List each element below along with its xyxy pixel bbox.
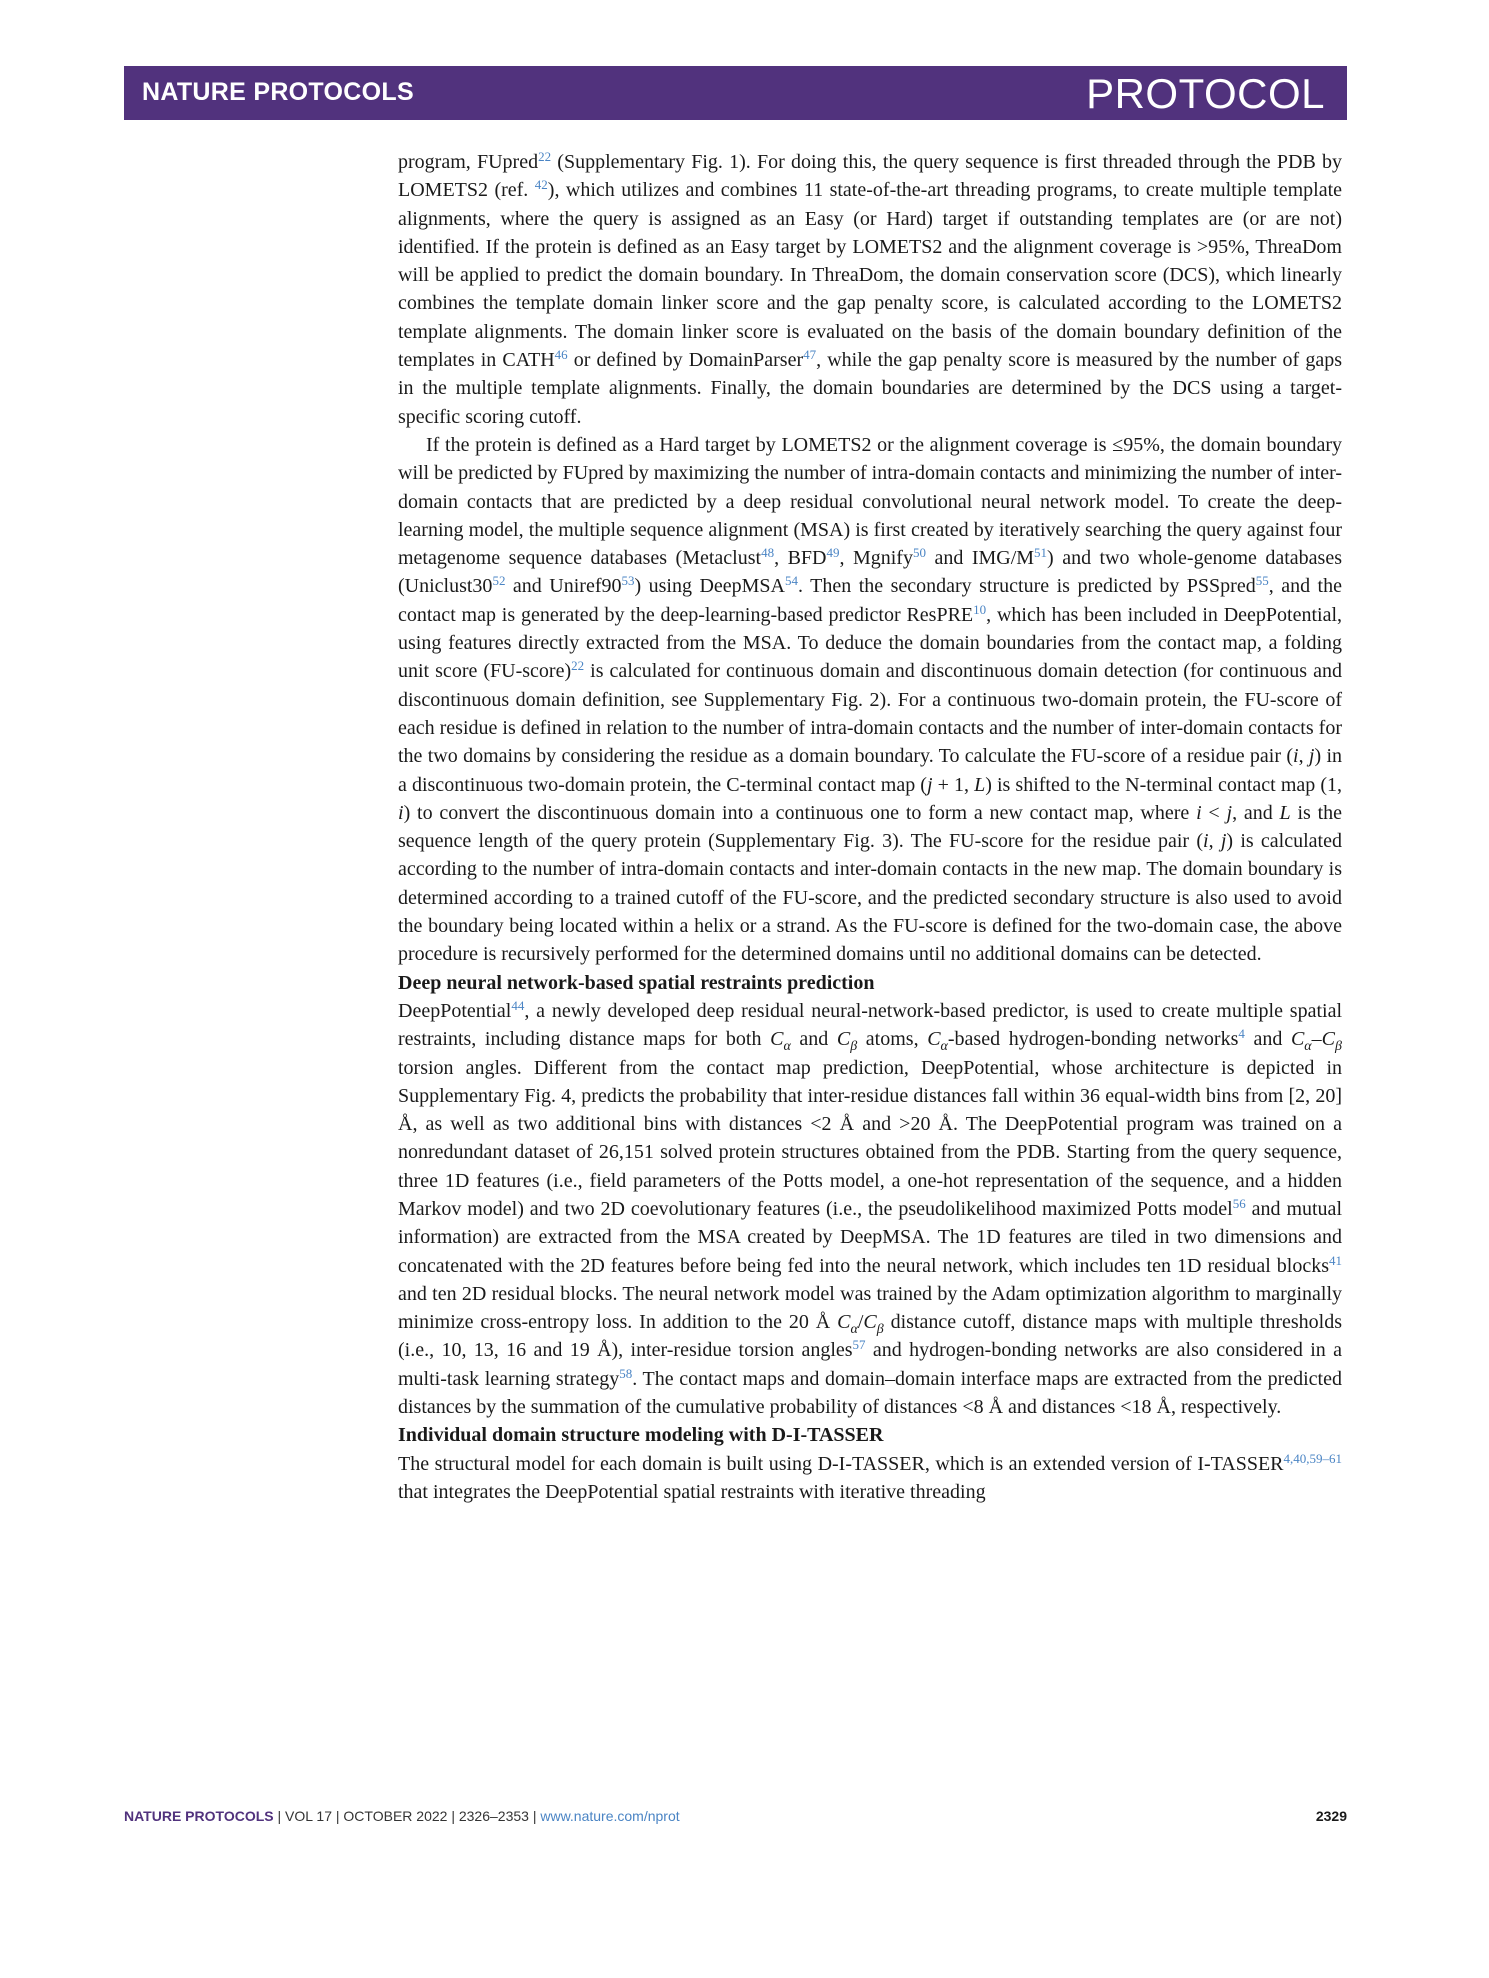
footer-sep: | xyxy=(332,1808,344,1824)
italic-symbol: C xyxy=(1290,1028,1305,1051)
body-paragraph xyxy=(398,1450,1342,1507)
text-run: (Supplementary Fig. 1). For doing this, the query sequence is first threaded through the PDB by LOMETS2 (ref. xyxy=(398,151,1343,202)
subscript xyxy=(1335,1039,1342,1054)
heading-text: Individual domain structure modeling with D-I-TASSER xyxy=(398,1424,884,1447)
citation-link[interactable]: 4,40,59–61 xyxy=(1283,1450,1342,1466)
section-heading xyxy=(398,969,1342,997)
italic-symbol: j xyxy=(1220,830,1227,853)
footer-issue: OCTOBER 2022 xyxy=(343,1808,448,1824)
page-number: 2329 xyxy=(1315,1808,1347,1824)
body-text-column xyxy=(398,148,1342,1506)
citation-link[interactable]: 41 xyxy=(1329,1252,1342,1268)
article-type: PROTOCOL xyxy=(1086,70,1325,117)
text-run: The structural model for each domain is built using D-I-TASSER, which is an extended version of I-TASSER xyxy=(398,1452,1284,1475)
italic-symbol: L xyxy=(1279,801,1291,824)
subscript xyxy=(850,1322,857,1337)
text-run: . The contact maps and domain–domain interface maps are extracted from the predicted distances by the summation of the cumulative probability of distances <8 Å and distances <18 Å, respectively. xyxy=(398,1367,1342,1419)
citation-link[interactable]: 10 xyxy=(973,601,987,617)
italic-symbol: C xyxy=(836,1028,851,1051)
text-run: ) in a discontinuous two-domain protein, the C-terminal contact map ( xyxy=(398,745,1343,796)
italic-symbol: C xyxy=(863,1311,877,1334)
italic-symbol: C xyxy=(1321,1028,1335,1051)
subscript xyxy=(877,1322,884,1337)
text-run: ) using DeepMSA xyxy=(634,575,785,598)
citation-link[interactable]: 47 xyxy=(803,347,817,363)
text-run: ), which utilizes and combines 11 state-of-the-art threading programs, to create multiple template alignments, where the query is assigned as an Easy (or Hard) target if outstanding templates are (or are not) identified. If the protein is defined as an Easy target by LOMETS2 and the alignment coverage is >95%, ThreaDom will be applied to predict the domain boundary. In ThreaDom, the domain conservation score (DCS), which linearly combines the template domain linker score and the gap penalty score, is calculated according to the LOMETS2 template alignments. The domain linker score is evaluated on the basis of the domain boundary definition of the templates in CATH xyxy=(398,179,1342,372)
text-run: program, FUpred xyxy=(398,151,539,173)
text-run: DeepPotential xyxy=(398,999,512,1022)
text-run: distance cutoff, distance maps with multiple thresholds (i.e., 10, 13, 16 and 19 Å), inter-residue torsion angles xyxy=(398,1311,1342,1362)
citation-link[interactable]: 22 xyxy=(571,658,585,674)
text-run: is the sequence length of the query protein (Supplementary Fig. 3). The FU-score for the residue pair ( xyxy=(398,801,1343,853)
citation-link[interactable]: 55 xyxy=(1255,573,1269,589)
citation-link[interactable]: 49 xyxy=(826,545,840,561)
text-run: ) is calculated according to the number of intra-domain contacts and inter-domain contacts in the new map. The domain boundary is determined according to a trained cutoff of the FU-score, and the predicted secondary structure is also used to avoid the boundary being located within a helix or a strand. As the FU-score is defined for the two-domain case, the above procedure is recursively performed for the determined domains until no additional domains can be detected. xyxy=(398,830,1342,966)
subscript-symbol: α xyxy=(783,1039,791,1055)
heading-text: Deep neural network-based spatial restraints prediction xyxy=(398,971,875,994)
subscript-symbol: α xyxy=(1304,1039,1312,1055)
citation-link[interactable]: 53 xyxy=(621,573,635,589)
text-run: and mutual information) are extracted from the MSA created by DeepMSA. The 1D features are tiled in two dimensions and concatenated with the 2D features before being fed into the neural network, which includes ten 1D residual blocks xyxy=(398,1197,1342,1277)
text-run: that integrates the DeepPotential spatial restraints with iterative threading xyxy=(398,1480,986,1503)
subscript-symbol: α xyxy=(850,1322,858,1338)
text-run: , and the contact map is generated by the deep-learning-based predictor ResPRE xyxy=(398,575,1342,626)
text-run: and xyxy=(1244,1028,1291,1051)
subscript-symbol: β xyxy=(876,1322,884,1338)
footer-sep: | xyxy=(447,1808,459,1824)
subscript-symbol: α xyxy=(940,1039,948,1055)
text-run: torsion angles. Different from the contact map prediction, DeepPotential, whose architecture is depicted in Supplementary Fig. 4, predicts the probability that inter-residue distances fall within 36 equal-width bins from [2, 20] Å, as well as two additional bins with distances <2 Å and >20 Å. The DeepPotential program was trained on a nonredundant dataset of 26,151 solved protein structures obtained from the PDB. Starting from the query sequence, three 1D features (i.e., field parameters of the Potts model, a one-hot representation of the sequence, and a hidden Markov model) and two 2D coevolutionary features (i.e., the pseudolikelihood maximized Potts model xyxy=(398,1056,1342,1220)
text-run: , and xyxy=(1232,801,1280,824)
citation-link[interactable]: 58 xyxy=(619,1365,633,1381)
italic-symbol: C xyxy=(837,1311,851,1334)
text-run: ) to convert the discontinuous domain into a continuous one to form a new contact map, where xyxy=(403,801,1197,824)
citation-link[interactable]: 4 xyxy=(1238,1026,1245,1042)
footer-url-link[interactable]: www.nature.com/nprot xyxy=(540,1808,680,1824)
citation-link[interactable]: 54 xyxy=(785,573,798,589)
text-run: ) and two whole-genome databases (Uniclust30 xyxy=(398,547,1342,598)
body-paragraph xyxy=(398,431,1342,969)
subscript xyxy=(783,1039,790,1054)
journal-name: NATURE PROTOCOLS xyxy=(142,78,414,106)
text-run: ) is shifted to the N-terminal contact map (1, xyxy=(985,773,1343,796)
citation-link[interactable]: 48 xyxy=(761,545,775,561)
italic-symbol: i xyxy=(1196,801,1202,824)
italic-symbol: C xyxy=(927,1028,941,1051)
text-run: , while the gap penalty score is measured by the number of gaps in the multiple template alignments. Finally, the domain boundaries are determined by the DCS using a target-specific scoring cutoff. xyxy=(398,349,1342,428)
text-run: , a newly developed deep residual neural-network-based predictor, is used to create multiple spatial restraints, including distance maps for both xyxy=(398,999,1342,1051)
italic-symbol: i xyxy=(398,801,404,824)
citation-link[interactable]: 57 xyxy=(852,1337,866,1353)
italic-symbol: i xyxy=(1293,745,1299,768)
text-run: , xyxy=(1208,830,1221,853)
citation-link[interactable]: 52 xyxy=(492,573,506,589)
text-run: – xyxy=(1311,1028,1322,1051)
citation-link[interactable]: 51 xyxy=(1034,545,1048,561)
footer-pages: 2326–2353 xyxy=(458,1808,529,1824)
text-run: and Uniref90 xyxy=(505,575,622,598)
text-run: , BFD xyxy=(774,547,827,570)
citation-link[interactable]: 42 xyxy=(534,177,548,193)
italic-symbol: j xyxy=(1308,745,1315,768)
subscript-symbol: β xyxy=(850,1039,858,1055)
citation-link[interactable]: 22 xyxy=(538,149,552,164)
italic-symbol: j xyxy=(926,773,933,796)
footer-sep: | xyxy=(528,1808,541,1824)
text-run: , Mgnify xyxy=(839,547,913,570)
page-footer xyxy=(124,1808,1347,1824)
citation-link[interactable]: 56 xyxy=(1232,1195,1246,1211)
subscript xyxy=(941,1039,948,1054)
italic-symbol: i xyxy=(1203,830,1209,853)
text-run: , which has been included in DeepPotential, using features directly extracted from the MSA. To deduce the domain boundaries from the contact map, a folding unit score (FU-score) xyxy=(398,603,1342,683)
italic-symbol: j xyxy=(1226,801,1233,824)
text-run: + 1, xyxy=(932,773,975,796)
footer-volume: VOL 17 xyxy=(285,1808,332,1824)
text-run: or defined by DomainParser xyxy=(567,349,804,372)
text-run: If the protein is defined as a Hard target by LOMETS2 or the alignment coverage is ≤95%, the domain boundary will be predicted by FUpred by maximizing the number of intra-domain contacts and minimizing the number of inter-domain contacts that are predicted by a deep residual convolutional neural network model. To create the deep-learning model, the multiple sequence alignment (MSA) is first created by iteratively searching the query against four metagenome sequence databases (Metaclust xyxy=(398,433,1342,570)
italic-symbol: C xyxy=(770,1028,784,1051)
footer-sep: | xyxy=(273,1808,286,1824)
body-paragraph xyxy=(398,148,1342,431)
text-run: and hydrogen-bonding networks are also considered in a multi-task learning strategy xyxy=(398,1339,1342,1390)
journal-header-bar xyxy=(124,66,1347,120)
text-run: / xyxy=(857,1311,864,1334)
section-heading xyxy=(398,1421,1342,1449)
citation-link[interactable]: 46 xyxy=(554,347,568,363)
text-run: and IMG/M xyxy=(925,547,1035,570)
text-run: . Then the secondary structure is predicted by PSSpred xyxy=(798,575,1256,598)
text-run: < xyxy=(1201,801,1227,824)
subscript-symbol: β xyxy=(1335,1039,1342,1055)
italic-symbol: L xyxy=(974,773,986,796)
text-run: and ten 2D residual blocks. The neural network model was trained by the Adam optimization algorithm to marginally minimize cross-entropy loss. In addition to the 20 Å xyxy=(398,1282,1342,1334)
text-run: -based hydrogen-bonding networks xyxy=(947,1028,1239,1051)
footer-journal: NATURE PROTOCOLS xyxy=(124,1808,274,1824)
text-run: is calculated for continuous domain and discontinuous domain detection (for continuous and discontinuous domain definition, see Supplementary Fig. 2). For a continuous two-domain protein, the FU-score of each residue is defined in relation to the number of intra-domain contacts and the number of inter-domain contacts for the two domains by considering the residue as a domain boundary. To calculate the FU-score of a residue pair ( xyxy=(398,660,1342,768)
text-run: and xyxy=(790,1028,837,1051)
body-paragraph xyxy=(398,997,1342,1421)
text-run: atoms, xyxy=(857,1028,928,1051)
citation-link[interactable]: 50 xyxy=(912,545,926,561)
text-run: , xyxy=(1298,745,1309,768)
citation-link[interactable]: 44 xyxy=(511,997,525,1013)
subscript xyxy=(1304,1039,1311,1054)
